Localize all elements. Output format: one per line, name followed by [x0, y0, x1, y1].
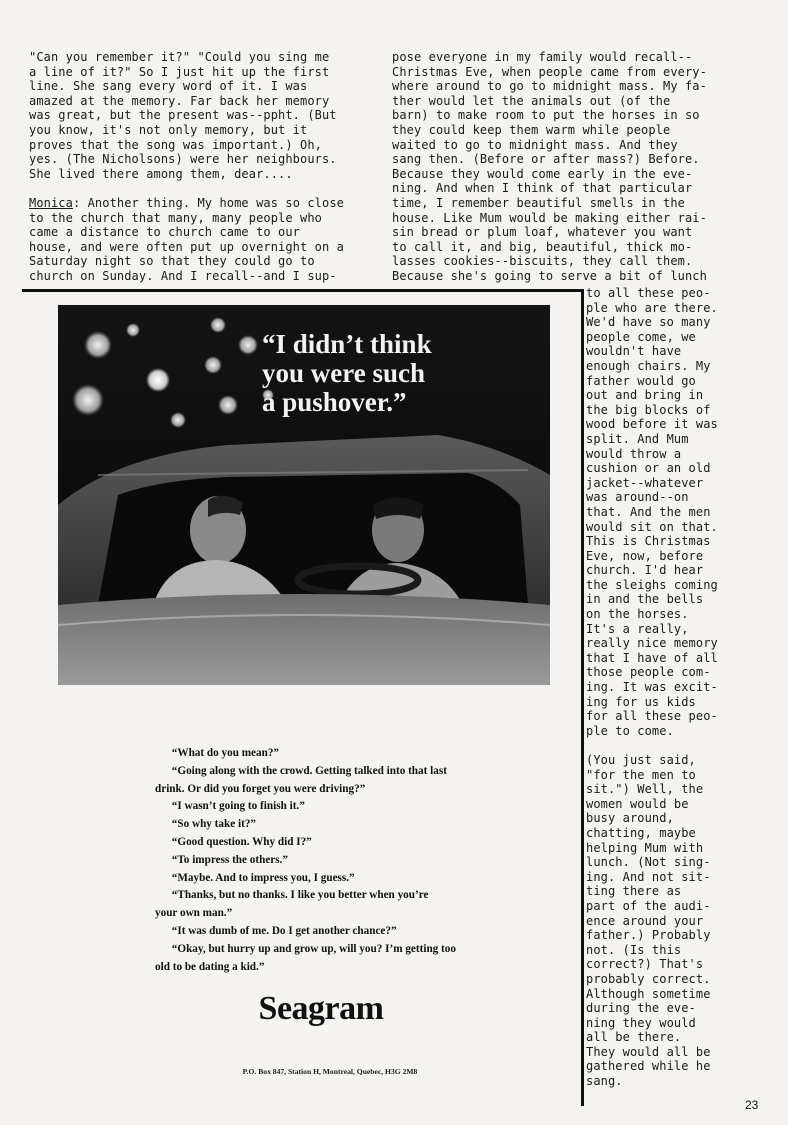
article-column-right: [392, 50, 732, 284]
paragraph-line: : Another thing. My home was so close: [72, 195, 344, 210]
bokeh-light: [84, 331, 112, 359]
paragraph-line: They would all be: [586, 1044, 711, 1059]
paragraph-line: not. (Is this: [586, 942, 682, 957]
article-column-narrow: [586, 286, 746, 1089]
article-paragraph: [29, 50, 379, 181]
headline-line: “I didn’t think: [262, 329, 432, 359]
paragraph-line: the sleighs coming: [586, 577, 718, 592]
paragraph-line: proves that the song was important.) Oh,: [29, 137, 322, 152]
paragraph-line: gathered while he: [586, 1059, 711, 1074]
paragraph-line: “I wasn’t going to finish it.”: [155, 800, 305, 813]
seagram-logo: Seagram: [258, 990, 384, 1027]
paragraph-line: “Thanks, but no thanks. I like you better when you’re: [155, 889, 429, 902]
paragraph-line: people come, we: [586, 329, 696, 344]
paragraph-line: This is Christmas: [586, 534, 711, 549]
paragraph-line: enough chairs. My: [586, 358, 711, 373]
paragraph-line: wouldn't have: [586, 344, 682, 359]
paragraph-line: “It was dumb of me. Do I get another chance?”: [155, 924, 397, 937]
paragraph-line: amazed at the memory. Far back her memory: [29, 93, 330, 108]
paragraph-line: sang then. (Before or after mass?) Before.: [392, 152, 700, 167]
paragraph-line: drink. Or did you forget you were driving?”: [155, 782, 366, 795]
paragraph-line: that. And the men: [586, 504, 711, 519]
paragraph-line: Although sometime: [586, 986, 711, 1001]
paragraph-line: sin bread or plum loaf, whatever you want: [392, 225, 693, 240]
paragraph-line: in and the bells: [586, 592, 704, 607]
article-paragraph: [392, 50, 732, 284]
paragraph-line: time, I remember beautiful smells in the: [392, 195, 685, 210]
paragraph-line: “To impress the others.”: [155, 853, 289, 866]
paragraph-line: “So why take it?”: [155, 818, 257, 831]
paragraph-line: old to be dating a kid.”: [155, 960, 265, 973]
headline-line: you were such: [262, 358, 426, 388]
paragraph-line: It's a really,: [586, 621, 689, 636]
ad-dialogue: [155, 745, 495, 976]
paragraph-line: line. She sang every word of it. I was: [29, 79, 308, 94]
paragraph-line: ther would let the animals out (of the: [392, 93, 671, 108]
paragraph-line: Eve, now, before: [586, 548, 704, 563]
paragraph-line: wood before it was: [586, 417, 718, 432]
article-paragraph: [586, 286, 746, 738]
paragraph-line: busy around,: [586, 811, 674, 826]
bokeh-light: [72, 384, 104, 416]
ad-frame-side-rule: [581, 289, 584, 1106]
page-number: 23: [745, 1098, 759, 1112]
paragraph-line: they could keep them warm while people: [392, 122, 671, 137]
paragraph-line: ence around your: [586, 913, 704, 928]
paragraph-line: father.) Probably: [586, 928, 711, 943]
paragraph-line: Saturday night so that they could go to: [29, 254, 315, 269]
bokeh-light: [204, 356, 222, 374]
paragraph-line: “Good question. Why did I?”: [155, 835, 312, 848]
paragraph-line: women would be: [586, 796, 689, 811]
paragraph-line: house, and were often put up overnight on a: [29, 239, 344, 254]
paragraph-line: you know, it's not only memory, but it: [29, 122, 308, 137]
paragraph-line: church on Sunday. And I recall--and I sup-: [29, 268, 337, 283]
bokeh-light: [210, 317, 226, 333]
paragraph-line: ple who are there.: [586, 300, 718, 315]
paragraph-line: ning. And when I think of that particular: [392, 181, 693, 196]
paragraph-line: barn) to make room to put the horses in so: [392, 108, 700, 123]
paragraph-line: was great, but the present was--ppht. (But: [29, 108, 337, 123]
paragraph-line: that I have of all: [586, 650, 718, 665]
paragraph-line: for all these peo-: [586, 709, 718, 724]
paragraph-line: “What do you mean?”: [155, 747, 280, 759]
bokeh-light: [238, 335, 258, 355]
paragraph-line: during the eve-: [586, 1001, 696, 1016]
paragraph-line: correct?) That's: [586, 957, 704, 972]
paragraph-line: ing for us kids: [586, 694, 696, 709]
paragraph-line: Because they would come early in the eve-: [392, 166, 693, 181]
bokeh-light: [170, 412, 186, 428]
bokeh-light: [126, 323, 140, 337]
brand-address: P.O. Box 847, Station H, Montreal, Quebec, H3G 2M8: [242, 1067, 418, 1076]
article-paragraph: [29, 196, 379, 284]
paragraph-line: house. Like Mum would be making either rai-: [392, 210, 707, 225]
paragraph-line: came a distance to church came to our: [29, 225, 301, 240]
paragraph-line: We'd have so many: [586, 315, 711, 330]
headline-line: a pushover.”: [262, 387, 407, 417]
paragraph-line: was around--on: [586, 490, 689, 505]
paragraph-line: where around to go to midnight mass. My fa-: [392, 79, 707, 94]
paragraph-line: probably correct.: [586, 971, 711, 986]
paragraph-line: cushion or an old: [586, 461, 711, 476]
paragraph-line: lasses cookies--biscuits, they call them.: [392, 254, 693, 269]
paragraph-line: a line of it?" So I just hit up the first: [29, 64, 330, 79]
paragraph-line: those people com-: [586, 665, 711, 680]
paragraph-line: sang.: [586, 1074, 623, 1089]
paragraph-line: your own man.”: [155, 907, 233, 920]
paragraph-line: ing. It was excit-: [586, 680, 718, 695]
paragraph-line: pose everyone in my family would recall--: [392, 50, 693, 64]
paragraph-line: Because she's going to serve a bit of lunch: [392, 268, 707, 283]
bokeh-light: [218, 395, 238, 415]
paragraph-line: "for the men to: [586, 767, 696, 782]
article-paragraph: [586, 753, 746, 1089]
paragraph-line: split. And Mum: [586, 431, 689, 446]
paragraph-line: part of the audi-: [586, 898, 711, 913]
paragraph-line: “Going along with the crowd. Getting talked into that last: [155, 764, 447, 777]
paragraph-line: chatting, maybe: [586, 825, 696, 840]
paragraph-line: to the church that many, many people who: [29, 210, 322, 225]
paragraph-line: waited to go to midnight mass. And they: [392, 137, 678, 152]
ad-headline: [262, 330, 522, 417]
paragraph-line: out and bring in: [586, 388, 704, 403]
paragraph-line: to call it, and big, beautiful, thick mo-: [392, 239, 693, 254]
paragraph-line: jacket--whatever: [586, 475, 704, 490]
paragraph-line: “Maybe. And to impress you, I guess.”: [155, 871, 355, 884]
paragraph-line: ning they would: [586, 1015, 696, 1030]
ad-frame-top-rule: [22, 289, 584, 292]
paragraph-line: “Okay, but hurry up and grow up, will you? I’m getting too: [155, 942, 456, 955]
paragraph-line: yes. (The Nicholsons) were her neighbours.: [29, 152, 337, 167]
paragraph-line: on the horses.: [586, 607, 689, 622]
speaker-name: Monica: [29, 195, 73, 210]
paragraph-line: ing. And not sit-: [586, 869, 711, 884]
paragraph-line: helping Mum with: [586, 840, 704, 855]
paragraph-line: sit.") Well, the: [586, 782, 704, 797]
paragraph-line: lunch. (Not sing-: [586, 855, 711, 870]
paragraph-line: church. I'd hear: [586, 563, 704, 578]
paragraph-line: father would go: [586, 373, 696, 388]
paragraph-line: would sit on that.: [586, 519, 718, 534]
paragraph-line: would throw a: [586, 446, 682, 461]
paragraph-line: ting there as: [586, 884, 682, 899]
paragraph-line: (You just said,: [586, 753, 696, 767]
paragraph-line: Christmas Eve, when people came from every-: [392, 64, 707, 79]
article-column-left: [29, 50, 379, 284]
paragraph-line: "Can you remember it?" "Could you sing me: [29, 50, 330, 64]
paragraph-line: really nice memory: [586, 636, 718, 651]
paragraph-line: to all these peo-: [586, 286, 711, 300]
paragraph-line: ple to come.: [586, 723, 674, 738]
paragraph-line: She lived there among them, dear....: [29, 166, 293, 181]
paragraph-line: all be there.: [586, 1030, 682, 1045]
paragraph-line: the big blocks of: [586, 402, 711, 417]
